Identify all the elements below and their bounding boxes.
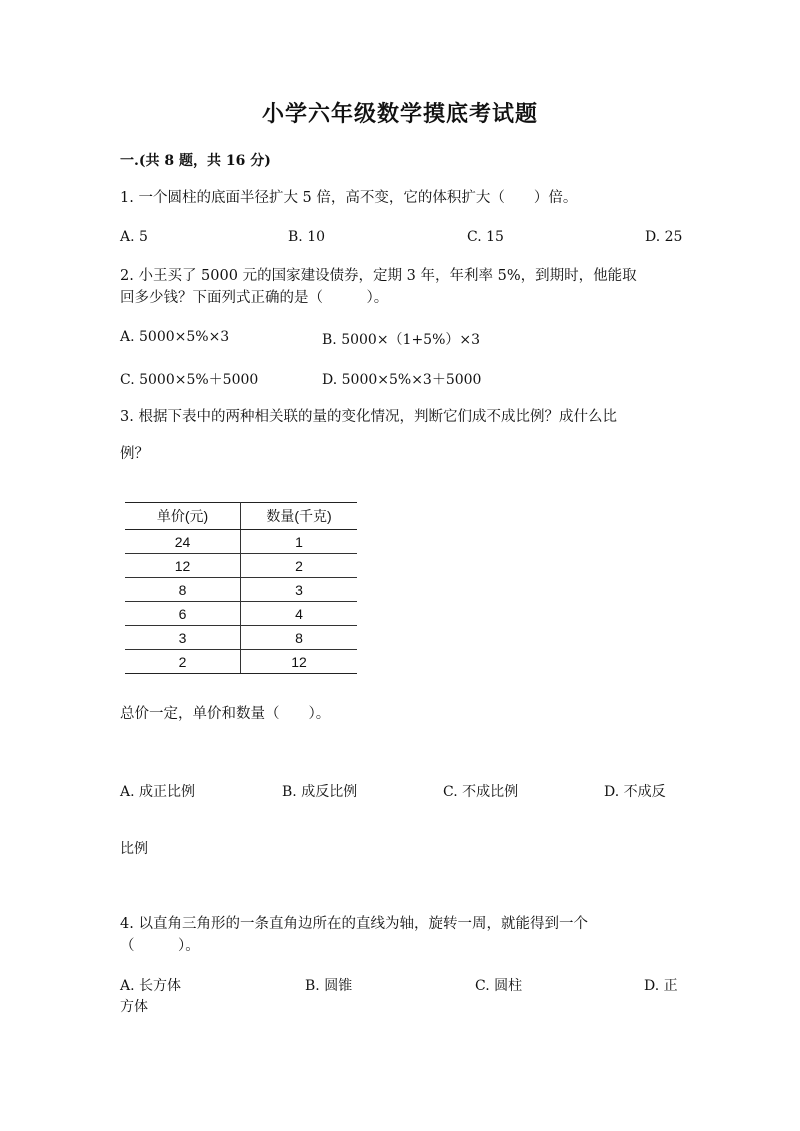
question-3-option-c: C. 不成比例	[443, 784, 519, 800]
question-1-option-c: C. 15	[467, 229, 504, 245]
table-header-price: 单价(元)	[125, 503, 241, 530]
question-1-option-a: A. 5	[120, 229, 148, 245]
table-header-row	[125, 503, 357, 530]
question-2-option-a: A. 5000×5%×3	[120, 329, 230, 345]
question-1-text: 1. 一个圆柱的底面半径扩大 5 倍，高不变，它的体积扩大（ ）倍。	[120, 190, 578, 206]
question-3-line-1: 3. 根据下表中的两种相关联的量的变化情况，判断它们成不成比例？成什么比	[120, 409, 617, 425]
table-cell-quantity: 1	[241, 530, 358, 554]
table-cell-quantity: 12	[241, 650, 358, 674]
question-3-option-d-wrap: 比例	[120, 841, 148, 857]
table-cell-price: 2	[125, 650, 241, 674]
page-title: 小学六年级数学摸底考试题	[261, 101, 538, 127]
question-3-statement: 总价一定，单价和数量（ ）。	[120, 706, 331, 722]
question-2-option-d: D. 5000×5%×3＋5000	[322, 372, 482, 388]
question-4-option-d: D. 正	[644, 978, 678, 994]
table-row	[125, 530, 357, 554]
table-cell-price: 24	[125, 530, 241, 554]
table-row	[125, 578, 357, 602]
table-cell-quantity: 2	[241, 554, 358, 578]
table-row	[125, 650, 357, 674]
question-4-option-a: A. 长方体	[120, 978, 182, 994]
question-4-option-c: C. 圆柱	[475, 978, 523, 994]
table-cell-price: 12	[125, 554, 241, 578]
question-4-line-2: （ ）。	[120, 938, 200, 954]
question-2-option-b: B. 5000×（1+5%）×3	[322, 332, 481, 348]
question-4-line-1: 4. 以直角三角形的一条直角边所在的直线为轴，旋转一周，就能得到一个	[120, 916, 588, 932]
table-cell-quantity: 3	[241, 578, 358, 602]
question-3-option-b: B. 成反比例	[282, 784, 358, 800]
question-1-option-d: D. 25	[645, 229, 683, 245]
section-heading: 一.(共 8 题，共 16 分)	[120, 153, 271, 169]
question-2-line-1: 2. 小王买了 5000 元的国家建设债券，定期 3 年，年利率 5%，到期时，他能取	[120, 268, 637, 284]
question-3-option-a: A. 成正比例	[120, 784, 196, 800]
question-3-line-2: 例？	[120, 446, 149, 462]
table-cell-price: 3	[125, 626, 241, 650]
table-cell-price: 6	[125, 602, 241, 626]
question-1-option-b: B. 10	[288, 229, 326, 245]
table-cell-quantity: 4	[241, 602, 358, 626]
table-row	[125, 602, 357, 626]
question-3-option-d: D. 不成反	[604, 784, 666, 800]
table-header-quantity: 数量(千克)	[241, 503, 358, 530]
question-4-option-b: B. 圆锥	[305, 978, 353, 994]
table-row	[125, 626, 357, 650]
question-2-option-c: C. 5000×5%＋5000	[120, 372, 259, 388]
table-cell-price: 8	[125, 578, 241, 602]
table-cell-quantity: 8	[241, 626, 358, 650]
table-row	[125, 554, 357, 578]
question-4-option-d-wrap: 方体	[120, 999, 148, 1015]
price-quantity-table	[125, 502, 357, 674]
question-2-line-2: 回多少钱？下面列式正确的是（ ）。	[120, 290, 389, 306]
